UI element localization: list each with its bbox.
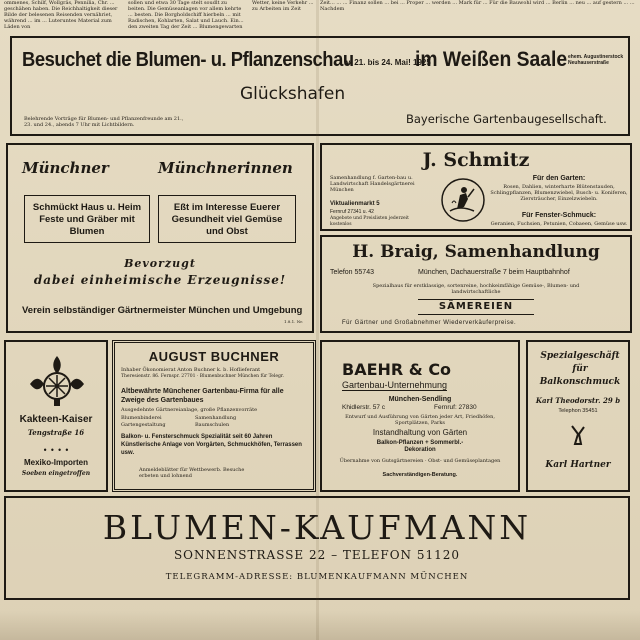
hartner-phone: Telephon 35451 [558,408,598,414]
baehr-location: München-Sendling [388,396,452,403]
schmitz-window-heading: Für Fenster-Schmuck: [521,212,597,219]
cactus-emblem-icon [26,352,88,408]
verein-slogan-box-right [158,195,296,243]
top-text-col-4: Zeit... ... ... Finanz sollen ... bei ... Proper ... werden ... Mark für ... Für die Bauwohl wird ... Berlin ... neu ... auf gestern ... ... Nachdem [320,0,635,12]
verein-slogan-left: Schmückt Haus u. Heim Feste und Gräber mit Blumen [32,202,142,237]
baehr-footer: Sachverständigen-Beratung. [382,472,458,478]
top-text-col-3: Wetter, keine Verkehr ... zu Arbeiten im Zeit [252,0,314,12]
banner-lottery: Glückshafen [240,84,346,104]
buchner-owner: Inhaber Ökonomierat Anton Buchner k. b. Hoflieferant [121,367,261,373]
verein-gaertnermeister-ad [6,143,314,333]
schmitz-garden-items: Rosen, Dahlien, winterharte Blütenstauden, Schlingpflanzen, Blumenzwiebel, Busch- u. Koniferen, Ziersträucher, Einzelzwiebeln. [490,184,628,202]
braig-ad [320,235,632,333]
buchner-footer: Anmeldeblätter für Wettbewerb. Besuche erbeten und lohnend [139,467,245,479]
braig-footer: Für Gärtner und Großabnehmer Wiederverkäuferpreise. [342,320,517,326]
kakteen-dots: • • • • [42,446,70,455]
top-text-col-2: sollen und etwa 30 Tage stelt soudlt zu beiten. Die Gemüseanlagen vor allem kehrte ... besten. Die Borgholdschiff hierbeln ... mit Radischen, Kohlarten, Salat und Lauch. Ein... den zweiten Tag der Zeit ... Blumengewarten [128,0,244,30]
buchner-ad [112,340,316,492]
verein-footer: Verein selbständiger Gärtnermeister München und Umgebung [22,305,303,316]
braig-name: H. Braig, Samenhandlung [352,242,600,262]
schmitz-name: J. Schmitz [422,149,530,171]
banner-headline: Besuchet die Blumen- u. Pflanzenschau [22,49,354,71]
watering-can-icon [568,424,588,446]
kakteen-imports-note: Soeben eingetroffen [21,470,91,477]
buchner-balkon: Balkon- u. Fensterschmuck Spezialität seit 60 Jahren Künstlerische Anlage von Vorgärten, Schmuckhöfen, Terrassen usw. [121,434,302,456]
kakteen-imports: Mexiko-Importen [23,458,88,467]
kakteen-name: Kakteen-Kaiser [19,414,93,425]
baehr-street: Khidlerstr. 57 c [342,404,385,411]
kaufmann-telegram: TELEGRAMM-ADRESSE: BLUMENKAUFMANN MÜNCHEN [165,572,469,582]
top-text-col-1: ommenes, Schilf, Wollgräs, Pennilia, Chr. ... geschähen haben. Die Reichhaltigkeit dieser Bilde der belesenen Reisenden vernähriet, während ... im ... Luteruntes Material zum Läden von [4,0,118,30]
braig-specialty: Spezialhaus für erstklassige, sortenreine, hochkeimfähige Gemüse-, Blumen- und landwirtschaftliche [372,283,580,295]
baehr-subtitle: Gartenbau-Unternehmung [342,380,448,390]
banner-lecture-note: Belehrende Vorträge für Blumen- und Pflanzenfreunde am 21., 23. und 24., abends 7 Uhr mit Lichtbildern. [24,116,184,128]
verein-heading-left: Münchner [22,159,109,177]
buchner-detail-3a: Gartengestaltung [121,422,166,428]
kakteen-kaiser-ad [4,340,108,492]
banner-venue: im Weißen Saale [415,48,568,71]
buchner-address: Theresienstr. 86. Fernspr. 27701 · Blumenbuchner München für Telegr. [121,374,284,379]
braig-product-frame [418,299,534,315]
kaufmann-address: SONNENSTRASSE 22 – TELEFON 51120 [173,548,461,562]
schmitz-ad [320,143,632,231]
buchner-slogan: Altbewährte Münchener Gartenbau-Firma für alle Zweige des Gartenbaues [121,388,284,404]
paper-fold-vertical [316,0,319,640]
baehr-care: Übernahme von Gutsgärtnereien · Obst- und Gemüseplantagen [339,458,501,464]
baehr-ad [320,340,520,492]
verein-slogan-box-left [24,195,150,243]
buchner-name: AUGUST BUCHNER [148,349,280,364]
hartner-signature: Karl Hartner [545,460,611,470]
verein-slogan-right: Eßt im Interesse Euerer Gesundheit viel Gemüse und Obst [171,202,283,237]
baehr-name: BAEHR & Co [342,360,452,379]
flower-show-banner [10,36,630,136]
hartner-name: Spezialgeschäft für Balkonschmuck [539,351,621,387]
hartner-ad [526,340,630,492]
braig-product: SÄMEREIEN [438,301,514,312]
verein-preference-2: dabei einheimische Erzeugnisse! [33,273,287,287]
schmitz-address: Viktualienmarkt 5 [330,201,380,207]
buchner-detail-2b: Samenhandlung [195,415,237,421]
baehr-services: Entwurf und Ausführung von Gärten jeder Art, Friedhöfen, Sportplätzen, Parks [345,414,495,426]
banner-society: Bayerische Gartenbaugesellschaft. [406,112,607,126]
verein-preference-1: Bevorzugt [124,257,196,270]
baehr-maintenance: Instandhaltung von Gärten [372,428,468,437]
braig-phone: Telefon 55743 [330,269,374,276]
paper-fold-bottom [0,610,640,640]
buchner-detail-3b: Baumschulen [195,422,230,428]
verein-printer-mark: 1.8.1. Nr. [284,319,303,324]
gardener-emblem-icon [440,177,486,223]
schmitz-window-items: Geranien, Fuchsien, Petunien, Cobaeen, Gemüse usw. [490,221,628,227]
kaufmann-name: BLUMEN-KAUFMANN [102,508,532,547]
buchner-detail-2a: Blumenbinderei [121,415,162,421]
braig-address: München, Dachauerstraße 7 beim Hauptbahnhof [418,269,570,276]
schmitz-garden-heading: Für den Garten: [532,175,586,182]
schmitz-phone: Fernruf 27341 u. 42 [330,209,374,215]
verein-heading-right: Münchnerinnen [158,159,293,177]
buchner-detail-1: Ausgedehnte Gärtnereianlage, große Pflanzenvorräte [121,407,258,413]
banner-dates: v. 21. bis 24. Mai! 1925 [346,58,431,67]
baehr-phone: Fernruf: 27830 [434,404,477,411]
schmitz-note: Angebote und Preislisten jederzeit kostenlos [330,216,409,227]
schmitz-desc: Samenhandlung f. Garten-bau u. Landwirtschaft Handelsgärtnerei München [330,175,415,193]
baehr-balkon: Balkon-Pflanzen + Sommerbl.-Dekoration [376,440,464,453]
banner-venue-note: ehem. Augustinerstock Neuhauserstraße [568,54,624,66]
hartner-address: Karl Theodorstr. 29 b [535,396,621,405]
kakteen-address: Tengstraße 16 [27,428,85,437]
